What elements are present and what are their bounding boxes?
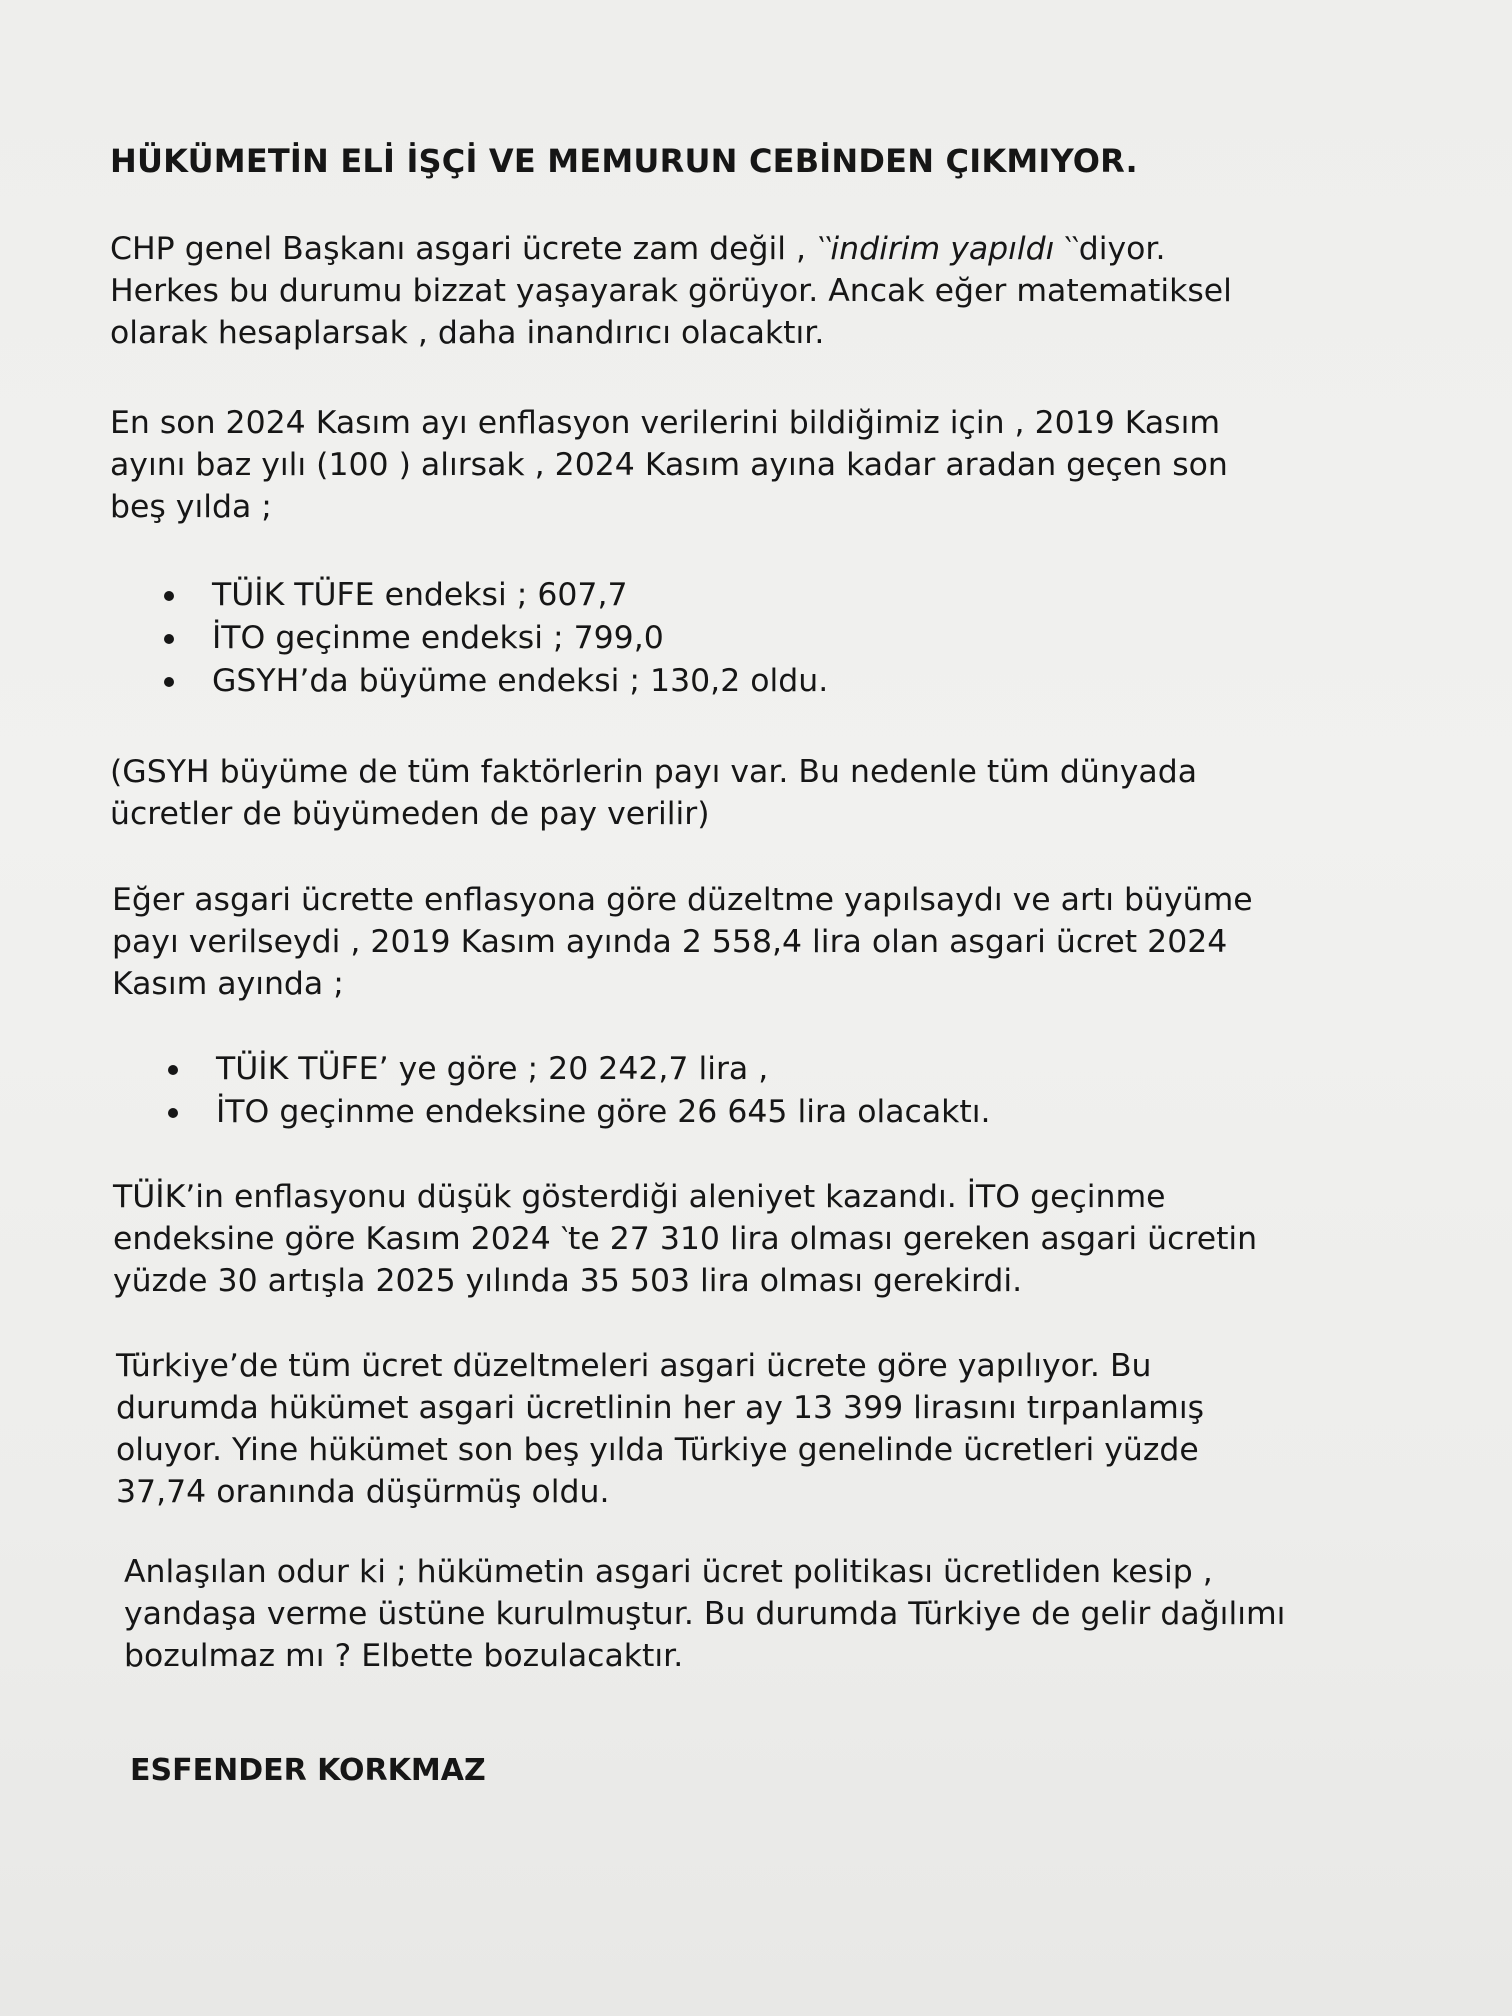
paragraph-line: durumda hükümet asgari ücretlinin her ay 13 399 lirasını tırpanlamış (116, 1390, 1205, 1426)
paragraph-5 (113, 1176, 1257, 1302)
paragraph-line: 37,74 oranında düşürmüş oldu. (116, 1474, 610, 1510)
paragraph-1 (110, 228, 1232, 354)
paragraph-line: yüzde 30 artışla 2025 yılında 35 503 lira olması gerekirdi. (113, 1263, 1023, 1299)
list-item: İTO geçinme endeksi ; 799,0 (160, 617, 828, 660)
paragraph-line: (GSYH büyüme de tüm faktörlerin payı var. Bu nedenle tüm dünyada (110, 754, 1198, 790)
quoted-phrase: ‵‵indirim yapıldı (816, 231, 1055, 267)
paragraph-line (110, 228, 1232, 270)
index-list (160, 574, 828, 703)
paragraph-7 (124, 1551, 1285, 1677)
paragraph-line: payı verilseydi , 2019 Kasım ayında 2 558,4 lira olan asgari ücret 2024 (112, 924, 1228, 960)
paragraph-line: bozulmaz mı ? Elbette bozulacaktır. (124, 1638, 684, 1674)
paragraph-4 (112, 879, 1253, 1005)
paragraph-line: beş yılda ; (110, 489, 272, 525)
list-item: TÜİK TÜFE endeksi ; 607,7 (160, 574, 828, 617)
paragraph-3 (110, 751, 1197, 835)
paragraph-2 (110, 402, 1228, 528)
paragraph-line: ücretler de büyümeden de pay verilir) (110, 796, 710, 832)
paragraph-6 (116, 1345, 1204, 1513)
list-item: GSYH’da büyüme endeksi ; 130,2 oldu. (160, 660, 828, 703)
text-segment: CHP genel Başkanı asgari ücrete zam değil , (110, 231, 817, 267)
paragraph-line: ayını baz yılı (100 ) alırsak , 2024 Kasım ayına kadar aradan geçen son (110, 447, 1228, 483)
paragraph-line: TÜİK’in enflasyonu düşük gösterdiği aleniyet kazandı. İTO geçinme (113, 1179, 1166, 1215)
list-item: İTO geçinme endeksine göre 26 645 lira olacaktı. (164, 1091, 991, 1134)
author-signature: ESFENDER KORKMAZ (130, 1753, 486, 1788)
list-item: TÜİK TÜFE’ ye göre ; 20 242,7 lira , (164, 1048, 991, 1091)
paragraph-line: En son 2024 Kasım ayı enflasyon verilerini bildiğimiz için , 2019 Kasım (110, 405, 1221, 441)
paragraph-line: Eğer asgari ücrette enflasyona göre düzeltme yapılsaydı ve artı büyüme (112, 882, 1253, 918)
wage-list (164, 1048, 991, 1134)
paragraph-line: Kasım ayında ; (112, 966, 344, 1002)
paragraph-line: oluyor. Yine hükümet son beş yılda Türkiye genelinde ücretleri yüzde (116, 1432, 1199, 1468)
paragraph-line: olarak hesaplarsak , daha inandırıcı olacaktır. (110, 315, 825, 351)
paragraph-line: endeksine göre Kasım 2024 ‵te 27 310 lira olması gereken asgari ücretin (113, 1221, 1258, 1257)
paragraph-line: Anlaşılan odur ki ; hükümetin asgari ücret politikası ücretliden kesip , (124, 1554, 1213, 1590)
paragraph-line: yandaşa verme üstüne kurulmuştur. Bu durumda Türkiye de gelir dağılımı (124, 1596, 1286, 1632)
text-segment: ‵‵diyor. (1054, 231, 1166, 267)
document-title: HÜKÜMETİN ELİ İŞÇİ VE MEMURUN CEBİNDEN ÇIKMIYOR. (110, 142, 1138, 180)
paragraph-line: Türkiye’de tüm ücret düzeltmeleri asgari ücrete göre yapılıyor. Bu (116, 1348, 1152, 1384)
paragraph-line: Herkes bu durumu bizzat yaşayarak görüyor. Ancak eğer matematiksel (110, 273, 1232, 309)
